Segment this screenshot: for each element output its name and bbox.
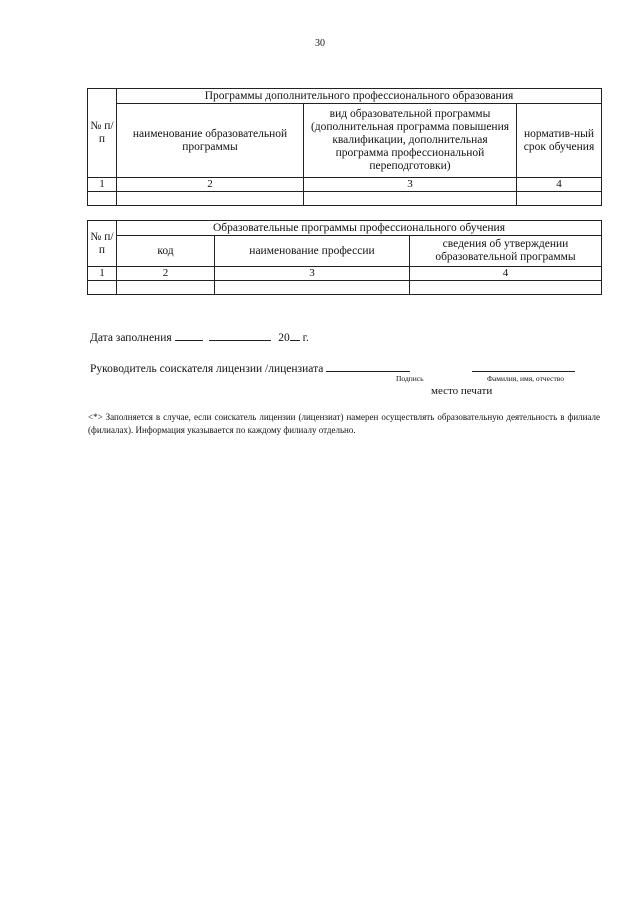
column-number: 1 bbox=[88, 178, 117, 192]
footnote: <*> Заполняется в случае, если соискатель лицензии (лицензиат) намерен осуществлять образовательную деятельность в филиале (филиалах). Информация указывается по каждому филиалу отдельно. bbox=[88, 412, 600, 435]
column-number: 4 bbox=[410, 267, 602, 281]
row-number-header: № п/п bbox=[88, 221, 117, 267]
empty-cell[interactable] bbox=[517, 192, 602, 206]
seal-place-caption: место печати bbox=[431, 385, 493, 397]
empty-row bbox=[88, 281, 602, 295]
signature-field[interactable] bbox=[326, 359, 410, 372]
approval-info-header: сведения об утверждении образовательной программы bbox=[410, 236, 602, 267]
empty-cell[interactable] bbox=[215, 281, 410, 295]
name-line bbox=[472, 359, 575, 375]
study-period-header: норматив-ный срок обучения bbox=[517, 104, 602, 178]
empty-cell[interactable] bbox=[117, 192, 304, 206]
empty-cell[interactable] bbox=[88, 281, 117, 295]
column-number: 4 bbox=[517, 178, 602, 192]
group-header: Образовательные программы профессионального обучения bbox=[117, 221, 602, 236]
program-type-header: вид образовательной программы (дополнительная программа повышения квалификации, дополнительная программа профессиональной переподготовки) bbox=[304, 104, 517, 178]
program-name-header: наименование образовательной программы bbox=[117, 104, 304, 178]
column-number: 2 bbox=[117, 267, 215, 281]
column-number: 2 bbox=[117, 178, 304, 192]
month-field[interactable] bbox=[209, 328, 271, 341]
additional-education-programs-table bbox=[87, 88, 602, 206]
empty-row bbox=[88, 192, 602, 206]
column-number: 3 bbox=[215, 267, 410, 281]
row-number-header: № п/п bbox=[88, 89, 117, 178]
signature-caption: Подпись bbox=[396, 374, 424, 383]
profession-name-header: наименование профессии bbox=[215, 236, 410, 267]
group-header: Программы дополнительного профессионального образования bbox=[117, 89, 602, 104]
page-number: 30 bbox=[315, 38, 325, 49]
year-field[interactable] bbox=[290, 328, 300, 341]
year-prefix: 20 bbox=[278, 332, 290, 344]
signature-line bbox=[90, 359, 410, 375]
empty-cell[interactable] bbox=[410, 281, 602, 295]
vocational-training-programs-table bbox=[87, 220, 602, 295]
column-number: 1 bbox=[88, 267, 117, 281]
year-suffix: г. bbox=[302, 332, 309, 344]
empty-cell[interactable] bbox=[117, 281, 215, 295]
fill-date-label: Дата заполнения bbox=[90, 332, 172, 344]
empty-cell[interactable] bbox=[304, 192, 517, 206]
column-number: 3 bbox=[304, 178, 517, 192]
empty-cell[interactable] bbox=[88, 192, 117, 206]
fill-date-line bbox=[90, 328, 309, 344]
code-header: код bbox=[117, 236, 215, 267]
day-field[interactable] bbox=[175, 328, 203, 341]
full-name-field[interactable] bbox=[472, 359, 575, 372]
full-name-caption: Фамилия, имя, отчество bbox=[487, 374, 564, 383]
signature-label: Руководитель соискателя лицензии /лицензиата bbox=[90, 363, 324, 375]
